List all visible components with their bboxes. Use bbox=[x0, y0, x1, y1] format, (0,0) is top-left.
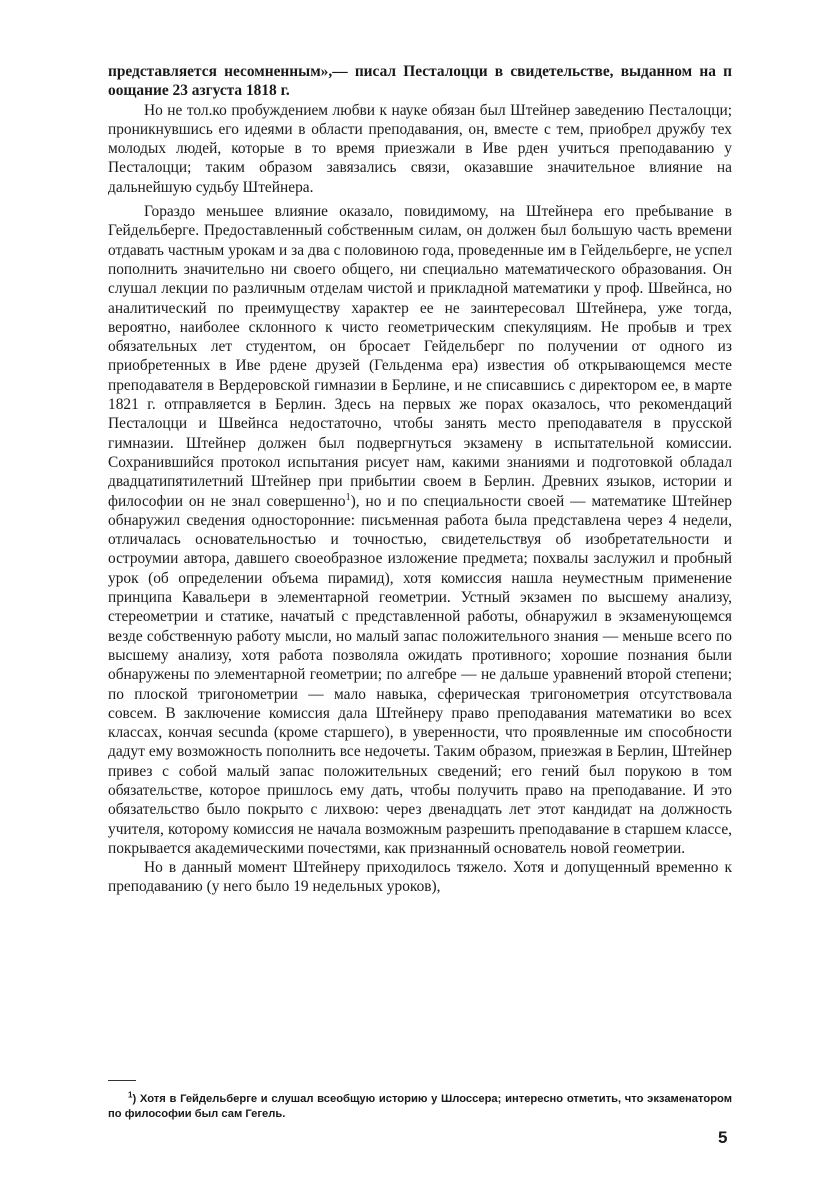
paragraph-continuation: представляется несомненным»,— писал Песталоцци в свидетельстве, выданном на п оощание 23 азгуста 1818 г. bbox=[108, 63, 732, 100]
paragraph-heidelberg bbox=[108, 202, 732, 858]
page-number: 5 bbox=[718, 1128, 728, 1147]
footnote-text: ) Хотя в Гейдельберге и слушал всеобщую историю у Шлоссера; интересно отметить, что экзаменатором по философии был сам Гегель. bbox=[108, 1093, 732, 1120]
footnote-marker: 1 bbox=[128, 1090, 133, 1100]
page-body bbox=[108, 62, 732, 897]
paragraph-pestalozzi: Но не тол.ко пробуждением любви к науке обязан был Штейнер заведению Песталоцци; проникнувшись его идеями в области преподавания, он, вместе с тем, приобрел дружбу тех молодых людей, которые в то время приезжали в Иве рден учиться преподаванию у Песталоцци; таким образом завязались связи, оказавшие значительное влияние на дальнейшую судьбу Штейнера. bbox=[108, 101, 732, 196]
footnote-divider bbox=[108, 1080, 136, 1081]
footnote bbox=[108, 1092, 732, 1121]
paragraph-heidelberg-text: Гораздо меньшее влияние оказало, повидимому, на Штейнера его пребывание в Гейдельберге. Предоставленный собственным силам, он должен был большую часть времени отдавать частным урокам и за два с половиною года, проведенные им в Гейдельберге, не успел пополнить значительно ни своего общего, ни специально математического образования. Он слушал лекции по различным отделам чистой и прикладной математики у проф. Швейнса, но аналитический по преимуществу характер ее не заинтересовал Штейнера, уже тогда, вероятно, наиболее склонного к чисто геометрическим спекуляциям. Не пробыв и трех обязательных лет студентом, он бросает Гейдельберг по получении от одного из приобретенных в Иве рдене друзей (Гельденма ера) известия об открывающемся месте преподавателя в Вердеровской гимназии в Берлине, и не списавшись с директором ее, в марте 1821 г. отправляется в Берлин. Здесь на первых же порах оказалось, что рекомендаций Песталоцци и Швейнса недостаточно, чтобы занять место преподавателя в прусской гимназии. Штейнер должен был подвергнуться экзамену в испытательной комиссии. Сохранившийся протокол испытания рисует нам, какими знаниями и подготовкой обладал двадцатипятилетний Штейнер при прибытии своем в Берлин. Древних языков, истории и философии он не знал совершенно bbox=[108, 203, 732, 510]
paragraph-exam-text: ), но и по специальности своей — математике Штейнер обнаружил сведения односторонние: письменная работа была представлена через 4 недели, отличалась основательностью и точностью, свидетельствуя об изобретательности и остроумии автора, давшего своеобразное изложение предмета; похвалы заслужил и пробный урок (об определении объема пирамид), хотя комиссия нашла неуместным применение принципа Кавальери в элементарной геометрии. Устный экзамен по высшему анализу, стереометрии и статике, начатый с представленной работы, обнаружил в экзаменующемся везде собственную работу мысли, но малый запас положительного знания — меньше всего по высшему анализу, хотя работа позволяла ожидать противного; хорошие познания были обнаружены по элементарной геометрии; по алгебре — не дальше уравнений второй степени; по плоской тригонометрии — мало навыка, сферическая тригонометрия отсутствовала совсем. В заключение комиссия дала Штейнеру право преподавания математики во всех классах, кончая secunda (кроме старшего), в уверенности, что проявленные им способности дадут ему возможность пополнить все недочеты. Таким образом, приезжая в Берлин, Штейнер привез с собой малый запас положительных сведений; его гений был порукою в том обязательстве, которое пришлось ему дать, чтобы получить право на преподавание. И это обязательство было покрыто с лихвою: через двенадцать лет этот кандидат на должность учителя, которому комиссия не начала возможным разрешить преподавание в старшем классе, покрывается академическими почестями, как признанный основатель новой геометрии. bbox=[108, 492, 733, 857]
paragraph-difficulties: Но в данный момент Штейнеру приходилось тяжело. Хотя и допущенный временно к преподаванию (у него было 19 недельных уроков), bbox=[108, 859, 732, 896]
footnote-reference: 1 bbox=[345, 491, 351, 503]
